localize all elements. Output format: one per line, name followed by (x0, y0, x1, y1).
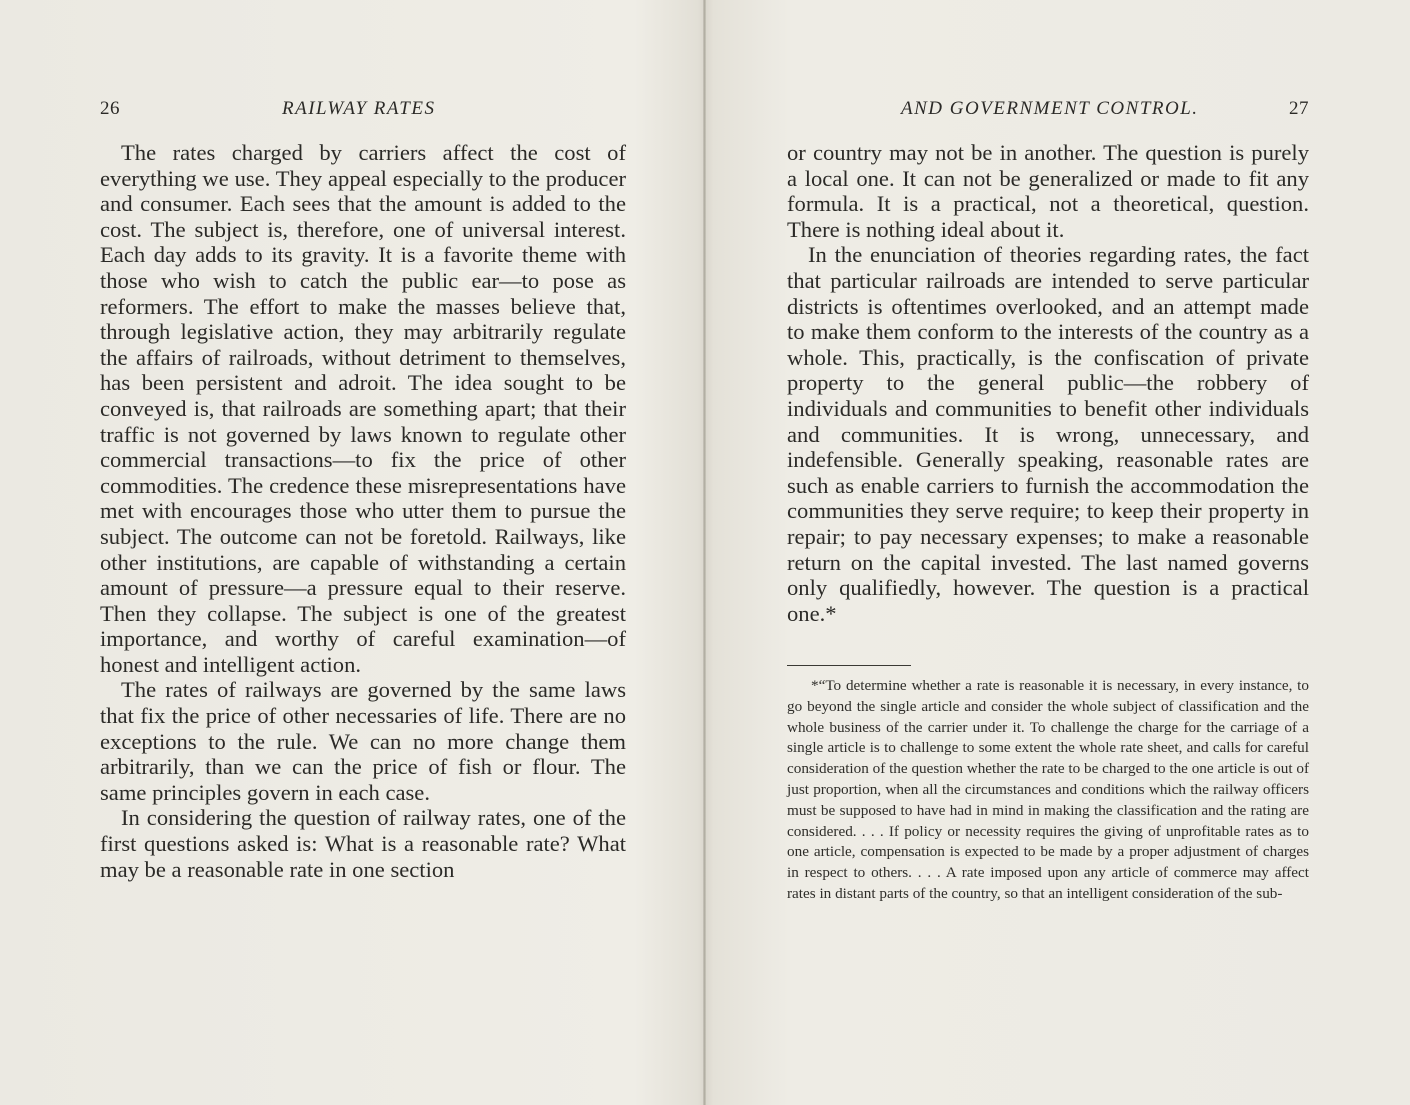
left-paragraph-2: The rates of railways are governed by the same laws that fix the price of other necessaries of life. There are no exceptions to the rule. We can no more change them arbitrarily, than we can the price of fish or flour. The same principles govern in each case. (100, 677, 626, 805)
right-running-head (787, 98, 1309, 122)
footnote: *“To determine whether a rate is reasonable it is necessary, in every instance, to go beyond the single article and consider the whole subject of classification and the whole business of the carrier under it. To challenge the charge for the carriage of a single article is to challenge to some extent the whole rate sheet, and calls for careful consideration of the question whether the rate to be charged to the one article is out of just proportion, when all the circumstances and conditions which the railway officers must be supposed to have had in mind in making the classification and the rating are considered. . . . If policy or necessity requires the giving of unprofitable rates as to one article, compensation is expected to be made by a proper adjustment of charges in respect to others. . . . A rate imposed upon any article of commerce may affect rates in distant parts of the country, so that an intelligent consideration of the sub- (787, 677, 1309, 902)
right-page (787, 0, 1309, 1105)
left-running-head (100, 98, 626, 122)
left-paragraph-1: The rates charged by carriers affect the cost of everything we use. They appeal especially to the producer and consumer. Each sees that the amount is added to the cost. The subject is, therefore, one of universal interest. Each day adds to its gravity. It is a favorite theme with those who wish to catch the public ear—to pose as reformers. The effort to make the masses believe that, through legislative action, they may arbitrarily regulate the affairs of railroads, without detriment to themselves, has been persistent and adroit. The idea sought to be conveyed is, that railroads are something apart; that their traffic is not governed by laws known to regulate other commercial transactions—to fix the price of other commodities. The credence these misrepresentations have met with encourages those who utter them to pursue the subject. The outcome can not be foretold. Railways, like other institutions, are capable of withstanding a certain amount of pressure—a pressure equal to their reserve. Then they collapse. The subject is one of the greatest importance, and worthy of careful examination—of honest and intelligent action. (100, 140, 626, 677)
book-gutter (703, 0, 706, 1105)
right-continued-paragraph: or country may not be in another. The question is purely a local one. It can not be generalized or made to fit any formula. It is a practical, not a theoretical, question. There is nothing ideal about it. (787, 140, 1309, 242)
right-running-title: AND GOVERNMENT CONTROL. (901, 98, 1199, 119)
footnote-divider (787, 665, 911, 666)
right-page-number: 27 (1289, 98, 1309, 119)
left-page (100, 0, 626, 1105)
left-page-number: 26 (100, 98, 120, 119)
right-body-text (787, 140, 1309, 626)
left-paragraph-3: In considering the question of railway rates, one of the first questions asked is: What is a reasonable rate? What may be a reasonable rate in one section (100, 805, 626, 882)
left-running-title: RAILWAY RATES (282, 98, 436, 119)
right-paragraph-1: In the enunciation of theories regarding rates, the fact that particular railroads are intended to serve particular districts is oftentimes overlooked, and an attempt made to make them conform to the interests of the country as a whole. This, practically, is the confiscation of private property to the general public—the robbery of individuals and communities to benefit other individuals and communities. It is wrong, unnecessary, and indefensible. Generally speaking, reasonable rates are such as enable carriers to furnish the accommodation the communities they serve require; to keep their property in repair; to pay necessary expenses; to make a reasonable return on the capital invested. The last named governs only qualifiedly, however. The question is a practical one.* (787, 242, 1309, 626)
left-body-text (100, 140, 626, 882)
